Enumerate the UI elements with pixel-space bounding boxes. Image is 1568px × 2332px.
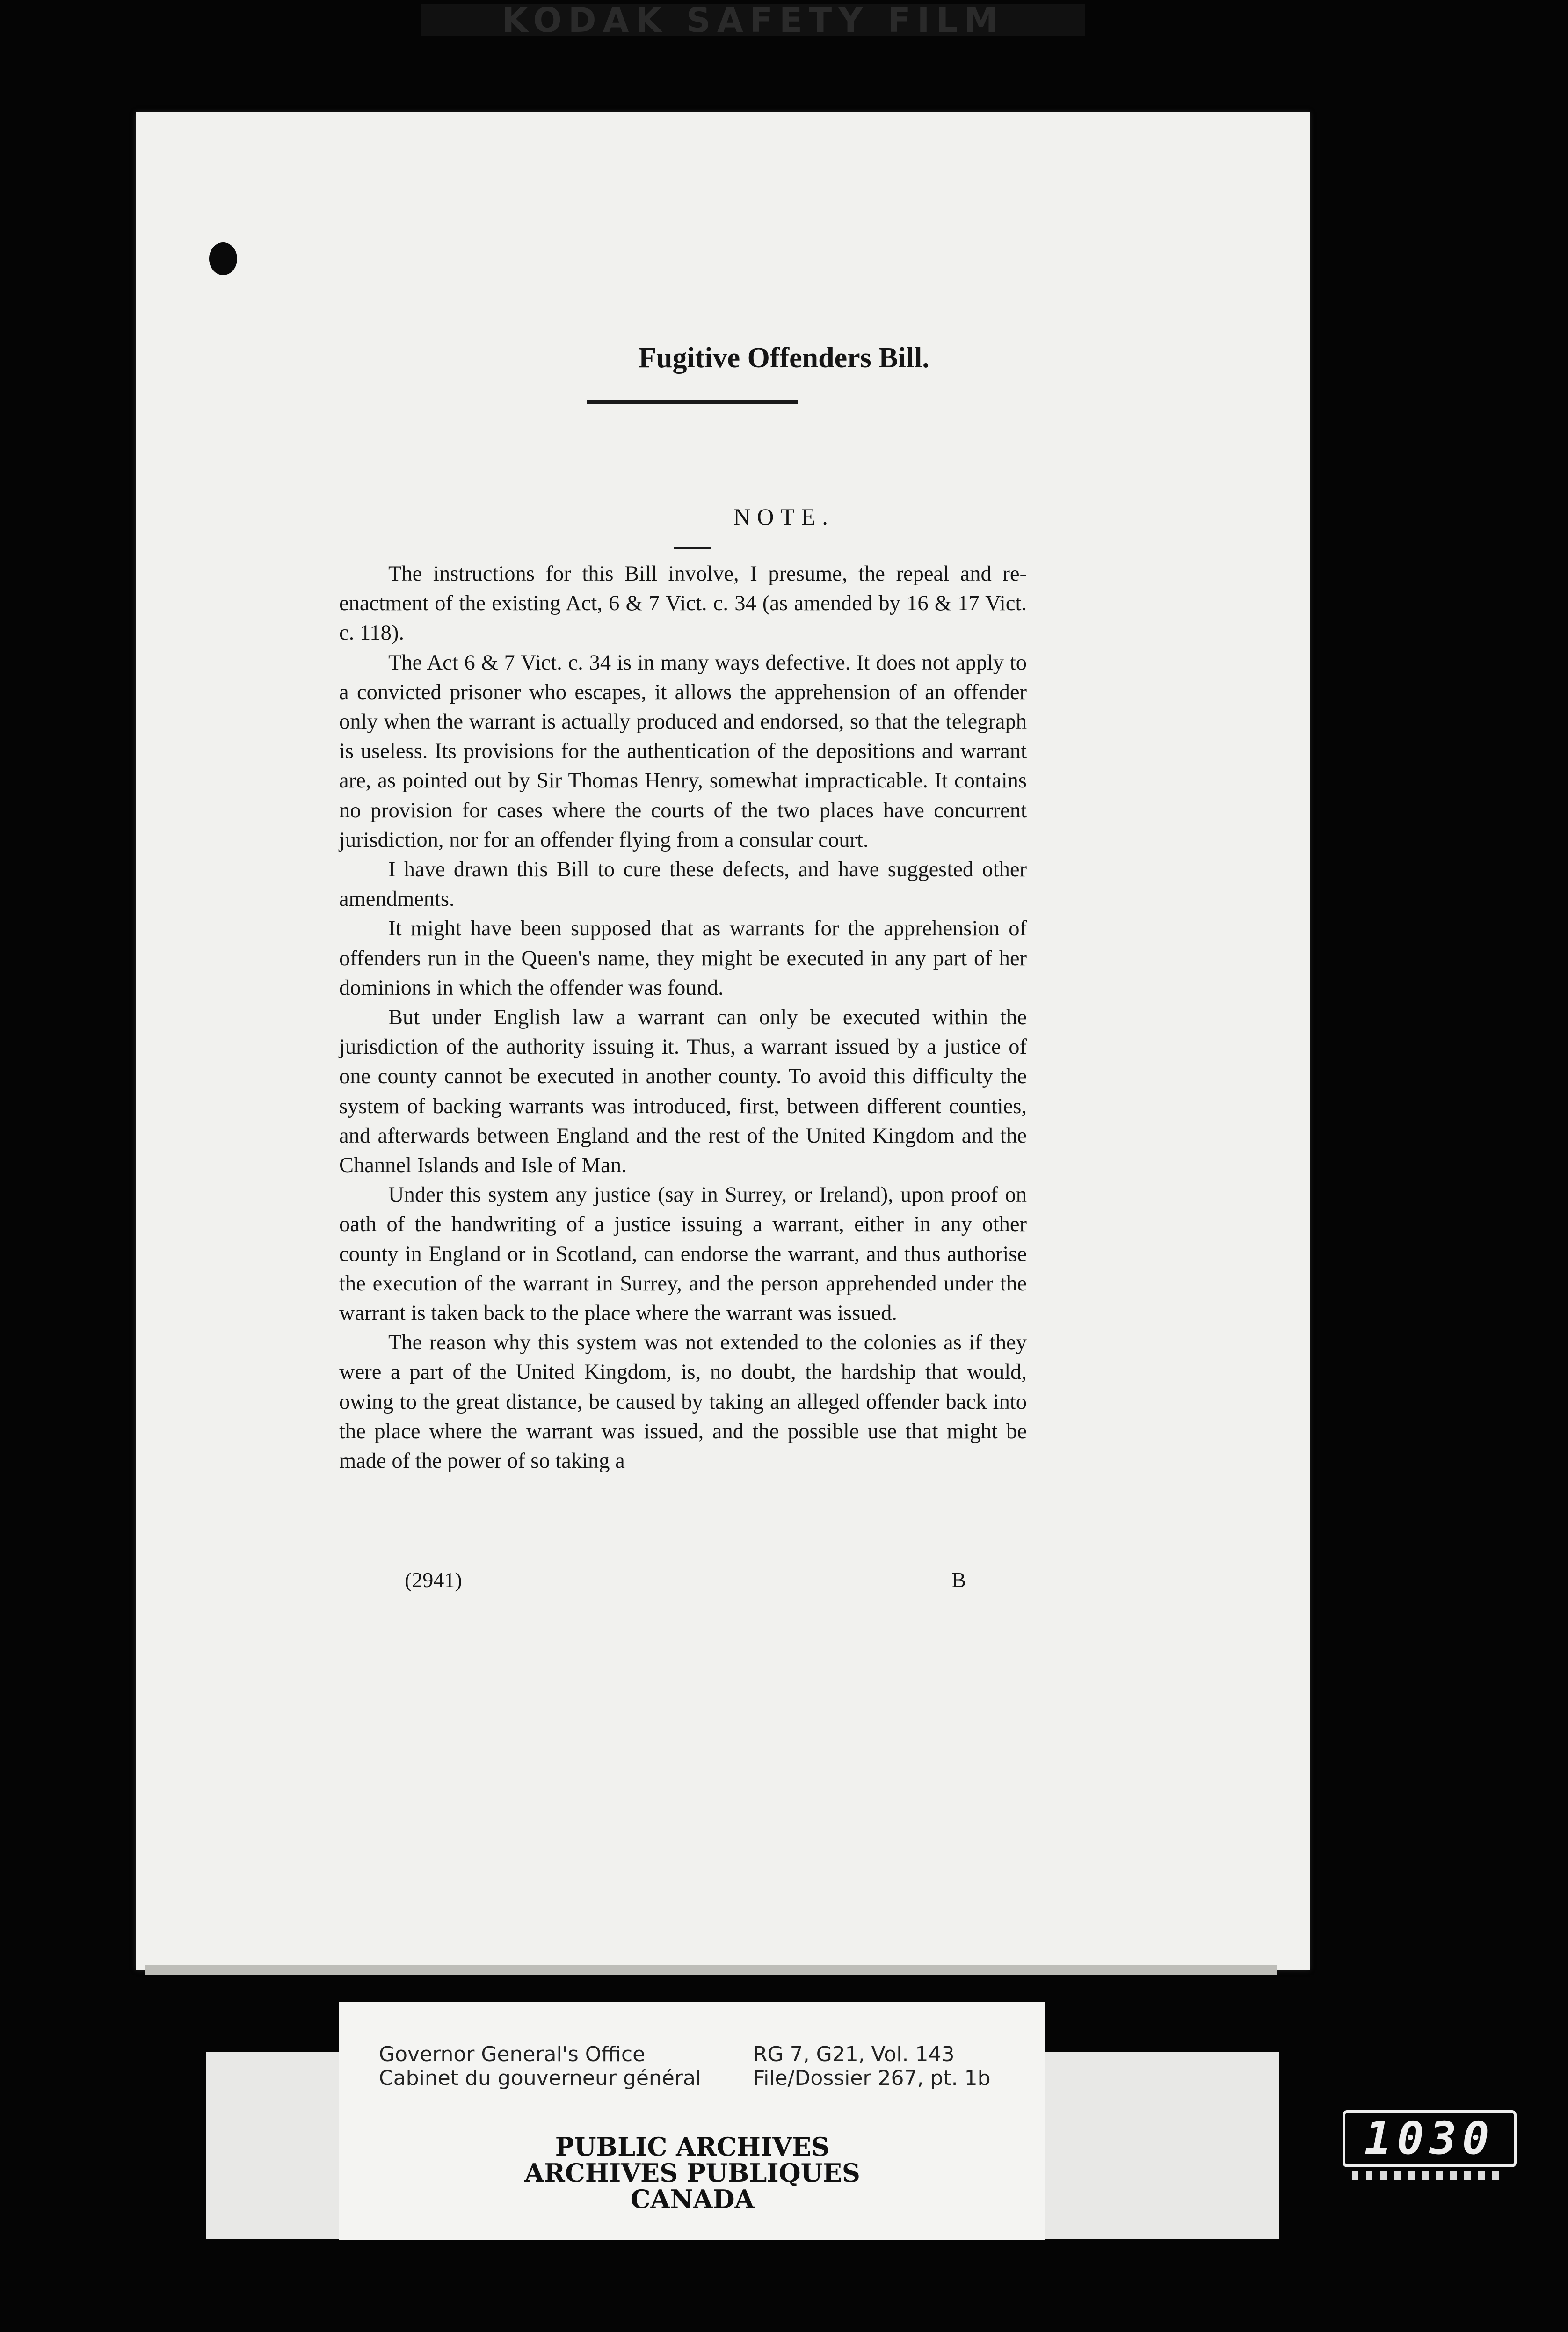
paragraph: Under this system any justice (say in Surrey, or Ireland), upon proof on oath of the handwriting of a justice issuing a warrant, either in any other county in England or in Scotland, can endorse the warrant, and thus authorise the execution of the warrant in Surrey, and the person apprehended under the warrant is taken back to the place where the warrant was issued. <box>339 1183 1027 1326</box>
footer-signature: B <box>951 1568 966 1592</box>
office-french: Cabinet du gouverneur général <box>379 2066 702 2090</box>
archive-country: CANADA <box>630 2184 755 2214</box>
paragraph: The reason why this system was not extended to the colonies as if they were a part of the United Kingdom, is, no doubt, the hardship that would, owing to the great distance, be caused by taking an alleged offender back into the place where the warrant was issued, and the possible use that might be made of the power of so taking a <box>339 1331 1027 1473</box>
paragraph: The instructions for this Bill involve, I presume, the repeal and re-enactment of the existing Act, 6 & 7 Vict. c. 34 (as amended by 16 & 17 Vict. c. 118). <box>339 562 1027 645</box>
page-underlay <box>145 1965 1277 1975</box>
page-footer <box>339 1567 966 1597</box>
paragraph: It might have been supposed that as warrants for the apprehension of offenders run in the Queen's name, they might be executed in any part of her dominions in which the offender was found. <box>339 917 1027 1000</box>
archive-name-french: ARCHIVES PUBLIQUES <box>524 2158 860 2188</box>
footer-number: (2941) <box>405 1568 462 1592</box>
document-title: Fugitive Offenders Bill. <box>639 342 929 374</box>
frame-ticks <box>1352 2171 1506 2180</box>
card-backing-right <box>1045 2052 1279 2239</box>
note-rule <box>674 547 711 549</box>
card-backing-left <box>206 2052 346 2239</box>
paragraph: I have drawn this Bill to cure these defects, and have suggested other amendments. <box>339 858 1027 911</box>
archive-name-english: PUBLIC ARCHIVES <box>555 2132 830 2162</box>
archive-name-block <box>339 2134 1045 2212</box>
film-edge-marking: KODAK SAFETY FILM <box>421 4 1085 36</box>
reference-volume: RG 7, G21, Vol. 143 <box>753 2042 955 2066</box>
note-heading: NOTE. <box>733 503 835 530</box>
reference-file: File/Dossier 267, pt. 1b <box>753 2066 991 2090</box>
frame-number: 1030 <box>1343 2110 1517 2167</box>
paragraph: The Act 6 & 7 Vict. c. 34 is in many ways defective. It does not apply to a convicted prisoner who escapes, it allows the apprehension of an offender only when the warrant is actually produced and endorsed, so that the telegraph is useless. Its provisions for the authentication of the depositions and warrant are, as pointed out by Sir Thomas Henry, somewhat impracticable. It contains no provision for cases where the courts of the two places have concurrent jurisdiction, nor for an offender flying from a consular court. <box>339 650 1027 852</box>
title-rule <box>587 400 798 404</box>
paragraph: But under English law a warrant can only be executed within the jurisdiction of the authority issuing it. Thus, a warrant issued by a justice of one county cannot be executed in another county. To avoid this difficulty the system of backing warrants was introduced, first, between different counties, and afterwards between England and the rest of the United Kingdom and the Channel Islands and Isle of Man. <box>339 1006 1027 1178</box>
punch-hole <box>209 242 237 275</box>
note-body <box>339 559 1027 1476</box>
office-english: Governor General's Office <box>379 2042 646 2066</box>
